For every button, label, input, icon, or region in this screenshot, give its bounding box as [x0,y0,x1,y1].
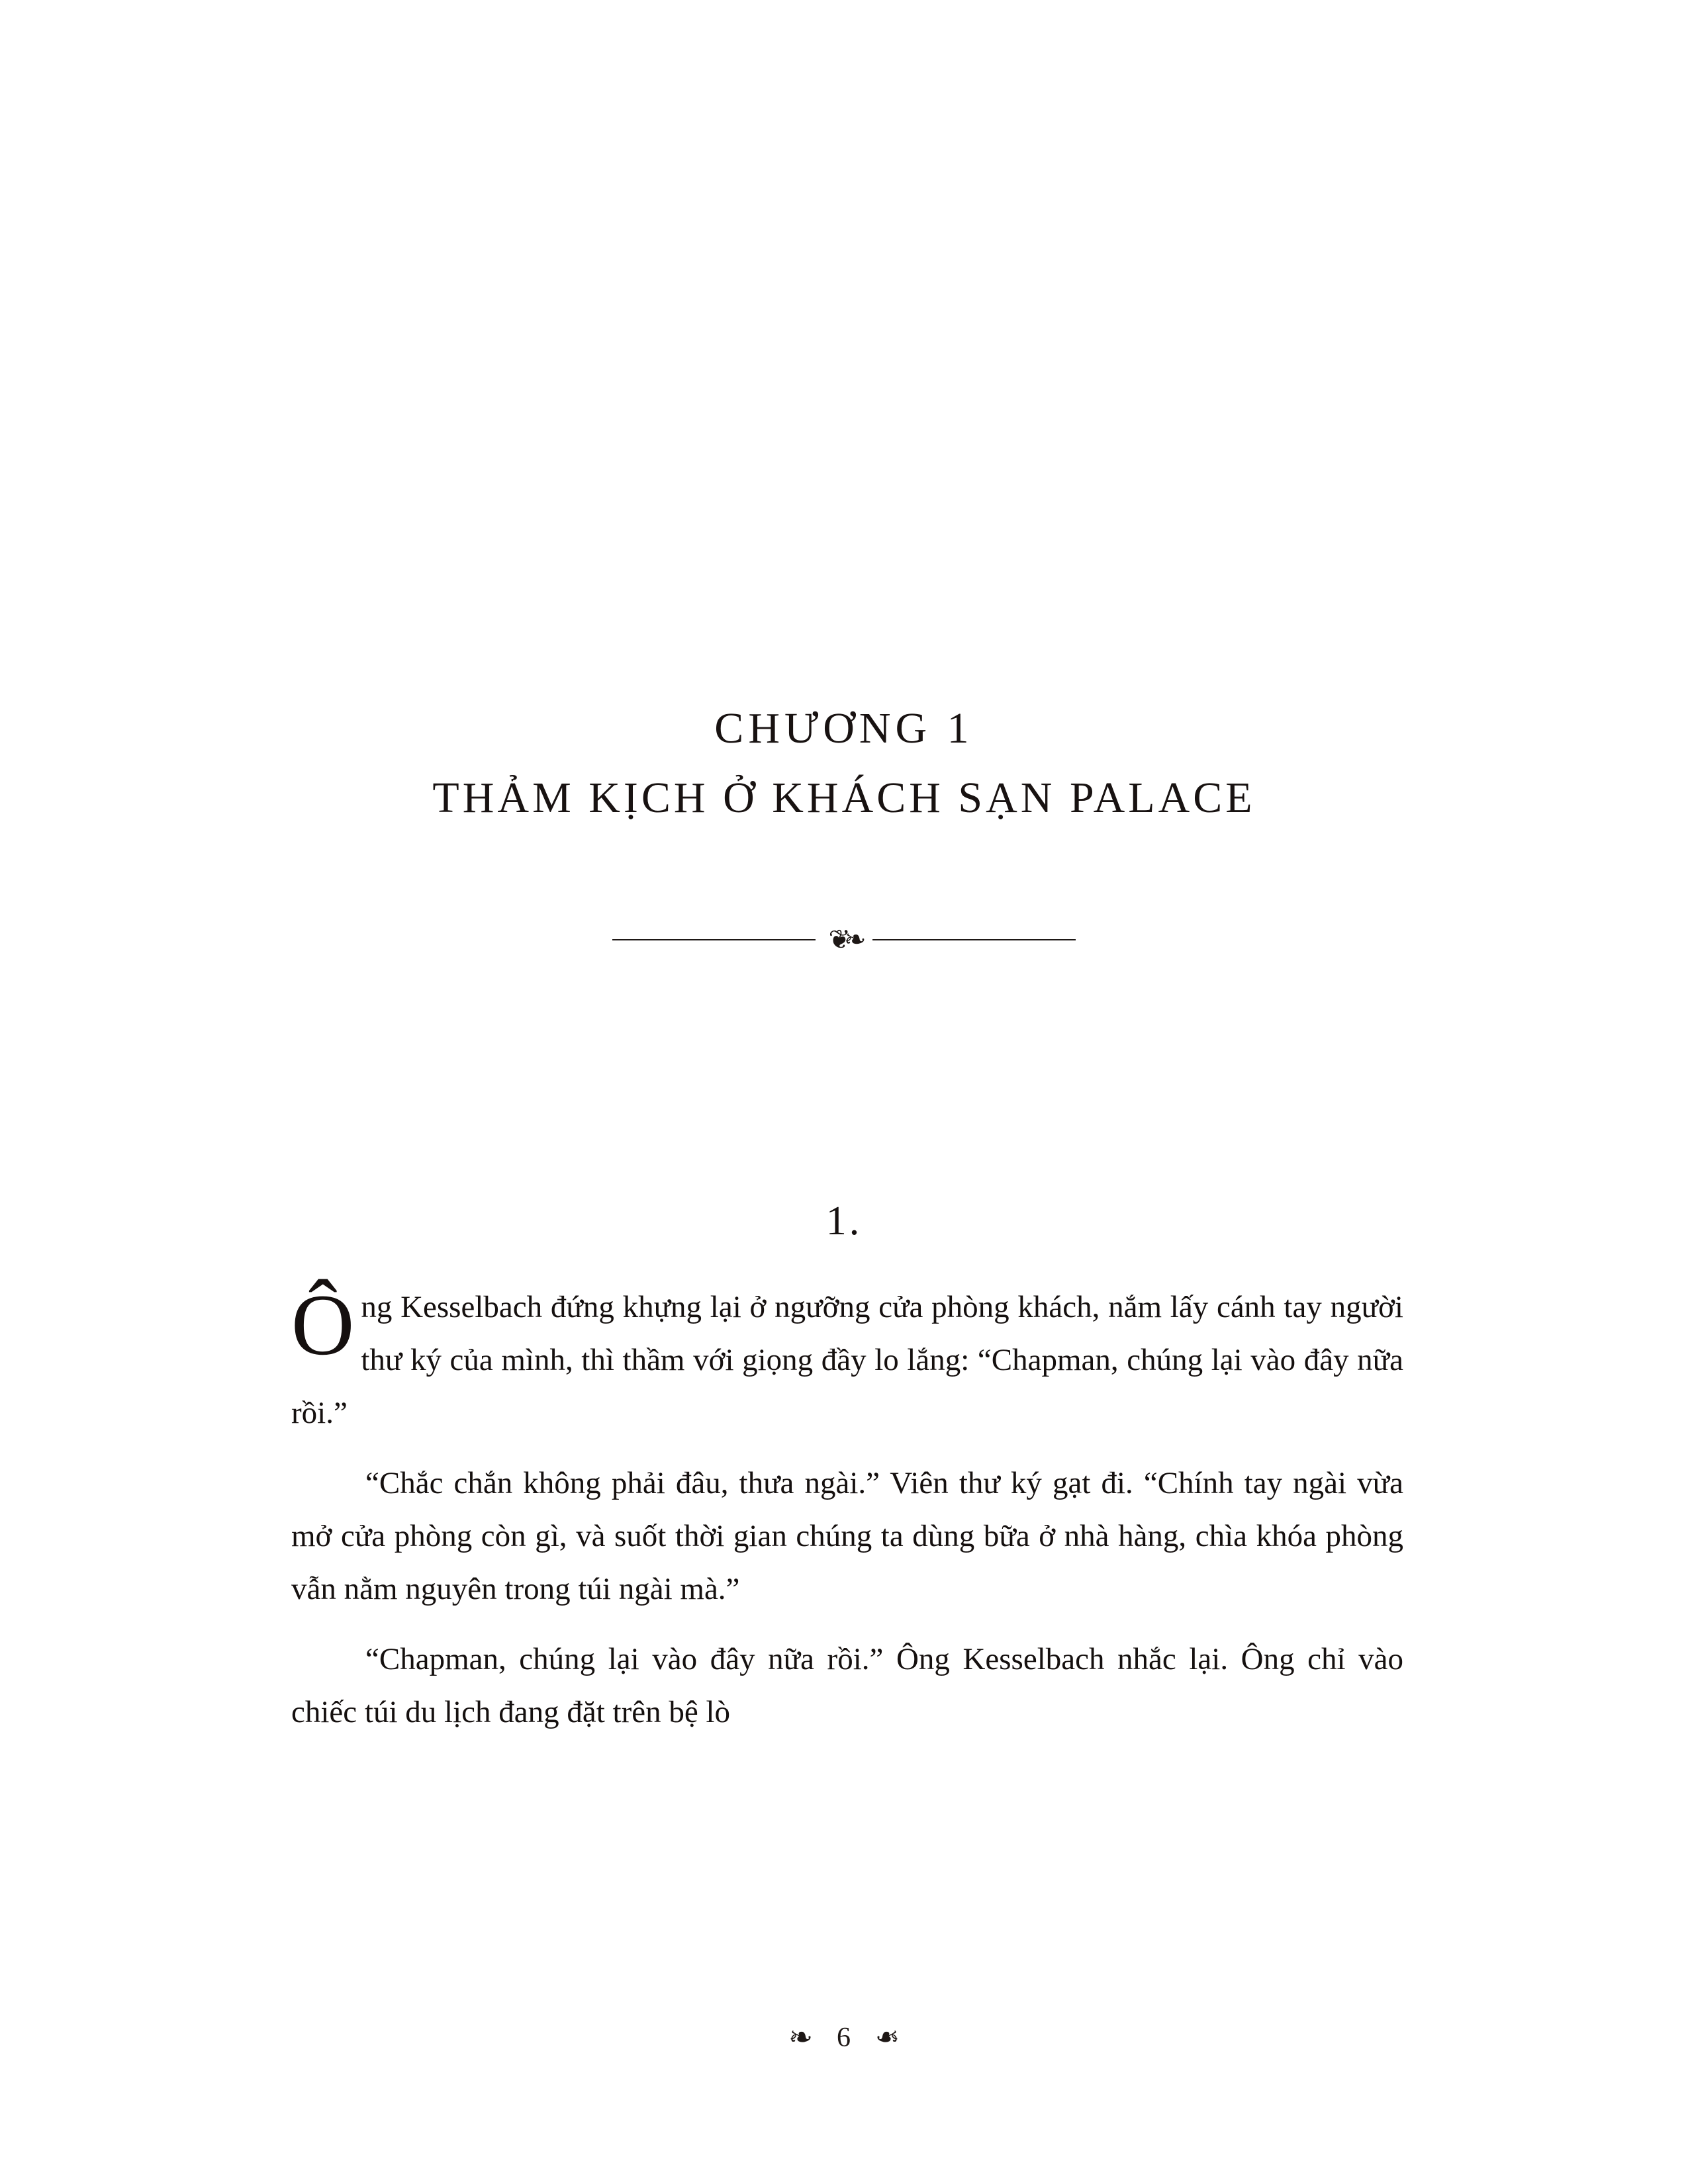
ornamental-divider [612,920,1076,960]
chapter-title: THẢM KỊCH Ở KHÁCH SẠN PALACE [432,773,1256,822]
chapter-number: CHƯƠNG 1 [714,704,974,752]
section-number: 1. [825,1199,863,1244]
page-footer [0,2022,1688,2054]
divider-rule-left [612,939,816,940]
chapter-heading [0,702,1688,825]
page-number: 6 [837,2023,851,2053]
drop-cap: Ô [291,1276,355,1373]
body-text-column [291,1276,1403,1743]
paragraph-text: ng Kesselbach đứng khựng lại ở ngưỡng cửa phòng khách, nắm lấy cánh tay người thư ký của mình, thì thầm với giọng đầy lo lắng: “Chapman, chúng lại vào đây nữa rồi.” [291,1290,1403,1430]
flourish-left-icon: ❧ [788,2021,810,2054]
flourish-right-icon: ❧ [878,2021,900,2054]
paragraph [291,1457,1403,1615]
paragraph-text: “Chapman, chúng lại vào đây nữa rồi.” Ông Kesselbach nhắc lại. Ông chỉ vào chiếc túi du lịch đang đặt trên bệ lò [291,1642,1403,1729]
paragraph-text: “Chắc chắn không phải đâu, thưa ngài.” Viên thư ký gạt đi. “Chính tay ngài vừa mở cửa phòng còn gì, và suốt thời gian chúng ta dùng bữa ở nhà hàng, chìa khóa phòng vẫn nằm nguyên trong túi ngài mà.” [291,1466,1403,1606]
divider-rule-right [872,939,1076,940]
paragraph [291,1276,1403,1439]
paragraph [291,1633,1403,1739]
divider-knot-icon: ❦❧ [828,925,860,954]
